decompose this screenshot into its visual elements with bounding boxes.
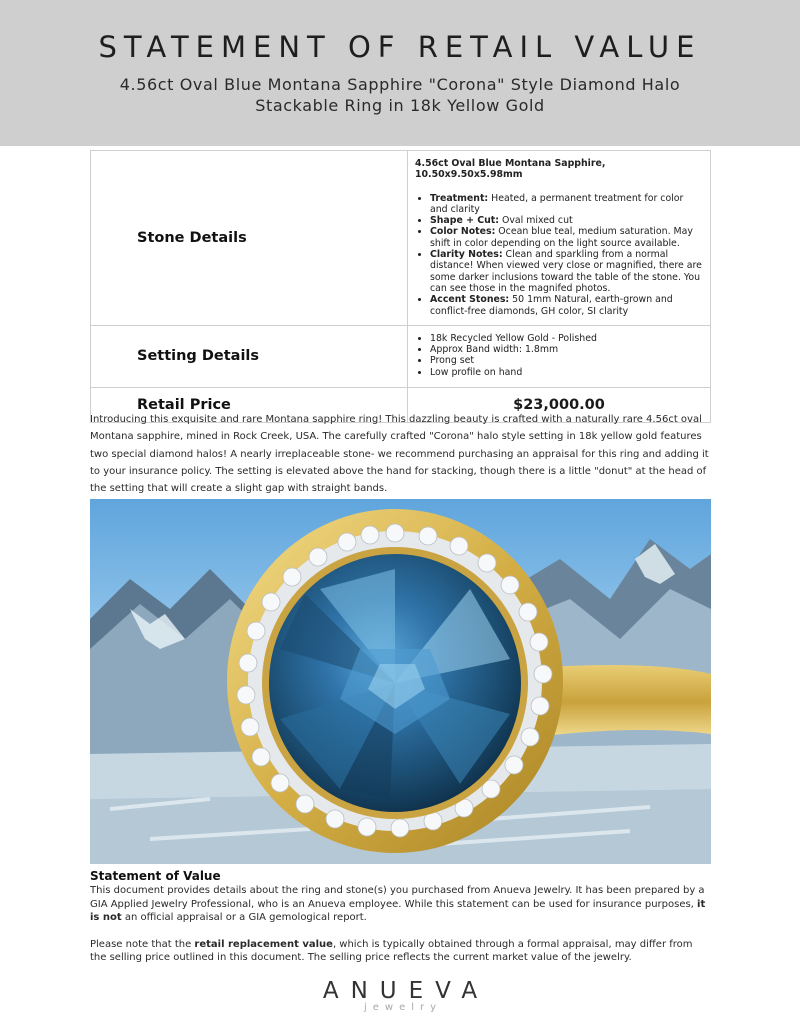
- header-banner: [0, 0, 800, 146]
- statement-paragraph-1: [90, 884, 712, 925]
- logo-brand: ANUEVA: [322, 978, 490, 1004]
- stone-details-label: Stone Details: [91, 151, 408, 326]
- list-item: [430, 193, 702, 216]
- stone-details-content: [408, 151, 711, 326]
- ring-photo-svg: [90, 499, 711, 864]
- list-item: • 18k Recycled Yellow Gold - Polished: [430, 333, 702, 344]
- stone-details-row: [91, 151, 711, 326]
- list-item: [430, 294, 702, 317]
- statement-emphasis: retail replacement value: [194, 938, 333, 950]
- statement-emphasis: it is not: [90, 898, 706, 923]
- anueva-logo: [300, 978, 500, 1013]
- list-item: • Approx Band width: 1.8mm: [430, 344, 702, 355]
- page-title: STATEMENT OF RETAIL VALUE: [98, 30, 702, 64]
- stone-item-key: Accent Stones:: [430, 294, 510, 306]
- stone-item-value: Ocean blue teal, medium saturation. May shift in color depending on the light source available.: [430, 226, 693, 249]
- page-subtitle: 4.56ct Oval Blue Montana Sapphire "Corona" Style Diamond Halo Stackable Ring in 18k Yellow Gold: [119, 75, 681, 115]
- list-item: [430, 249, 702, 294]
- setting-details-label: Setting Details: [91, 325, 408, 387]
- statement-text: an official appraisal or a GIA gemological report.: [121, 912, 367, 923]
- setting-details-list: [415, 333, 702, 378]
- stone-item-key: Clarity Notes:: [430, 249, 503, 261]
- stone-item-value: 50 1mm Natural, earth-grown and conflict-free diamonds, GH color, SI clarity: [430, 294, 673, 317]
- stone-item-value: Oval mixed cut: [499, 215, 573, 227]
- setting-details-content: [408, 325, 711, 387]
- stone-item-key: Treatment:: [430, 192, 489, 204]
- statement-text: Please note that the: [90, 938, 195, 950]
- stone-details-list: [415, 193, 702, 317]
- statement-text: This document provides details about the ring and stone(s) you purchased from Anueva Jewelry. It has been prepared by a GIA Applied Jewelry Professional, who is an Anueva employee. While this statement can be used for insurance purposes,: [90, 885, 705, 910]
- retail-price-value: $23,000.00: [408, 387, 711, 422]
- details-table: [90, 150, 711, 423]
- list-item: [430, 215, 702, 226]
- retail-price-label: Retail Price: [91, 387, 408, 422]
- setting-details-row: [91, 325, 711, 387]
- stone-title: 4.56ct Oval Blue Montana Sapphire, 10.50x9.50x5.98mm: [415, 158, 606, 181]
- statement-text: , which is typically obtained through a formal appraisal, may differ from the selling price outlined in this document. The selling price reflects the current market value of the jewelry.: [90, 938, 693, 963]
- statement-heading: Statement of Value: [90, 869, 221, 883]
- stone-item-key: Color Notes:: [430, 226, 496, 238]
- stone-item-value: Heated, a permanent treatment for color and clarity: [430, 192, 684, 215]
- statement-of-value: [90, 869, 712, 965]
- list-item: • Low profile on hand: [430, 367, 702, 378]
- statement-paragraph-2: [90, 938, 712, 965]
- stone-item-key: Shape + Cut:: [430, 215, 499, 227]
- list-item: [430, 226, 702, 249]
- ring-photo: [90, 499, 711, 864]
- logo-tagline: jewelry: [363, 1002, 443, 1013]
- intro-paragraph: Introducing this exquisite and rare Montana sapphire ring! This dazzling beauty is crafted with a naturally rare 4.56ct oval Montana sapphire, mined in Rock Creek, USA. The carefully crafted "Corona" halo style setting in 18k yellow gold features two special diamond halos! A nearly irreplaceable stone- we recommend purchasing an appraisal for this ring and adding it to your insurance policy. The setting is elevated above the hand for stacking, though there is a little "donut" at the head of the setting that will create a slight gap with straight bands.: [90, 414, 709, 495]
- stone-item-value: Clean and sparkling from a normal distance! When viewed very close or magnified, there are some darker inclusions toward the table of the stone. You can see those in the magnifed photos.: [430, 249, 702, 294]
- list-item: • Prong set: [430, 355, 702, 366]
